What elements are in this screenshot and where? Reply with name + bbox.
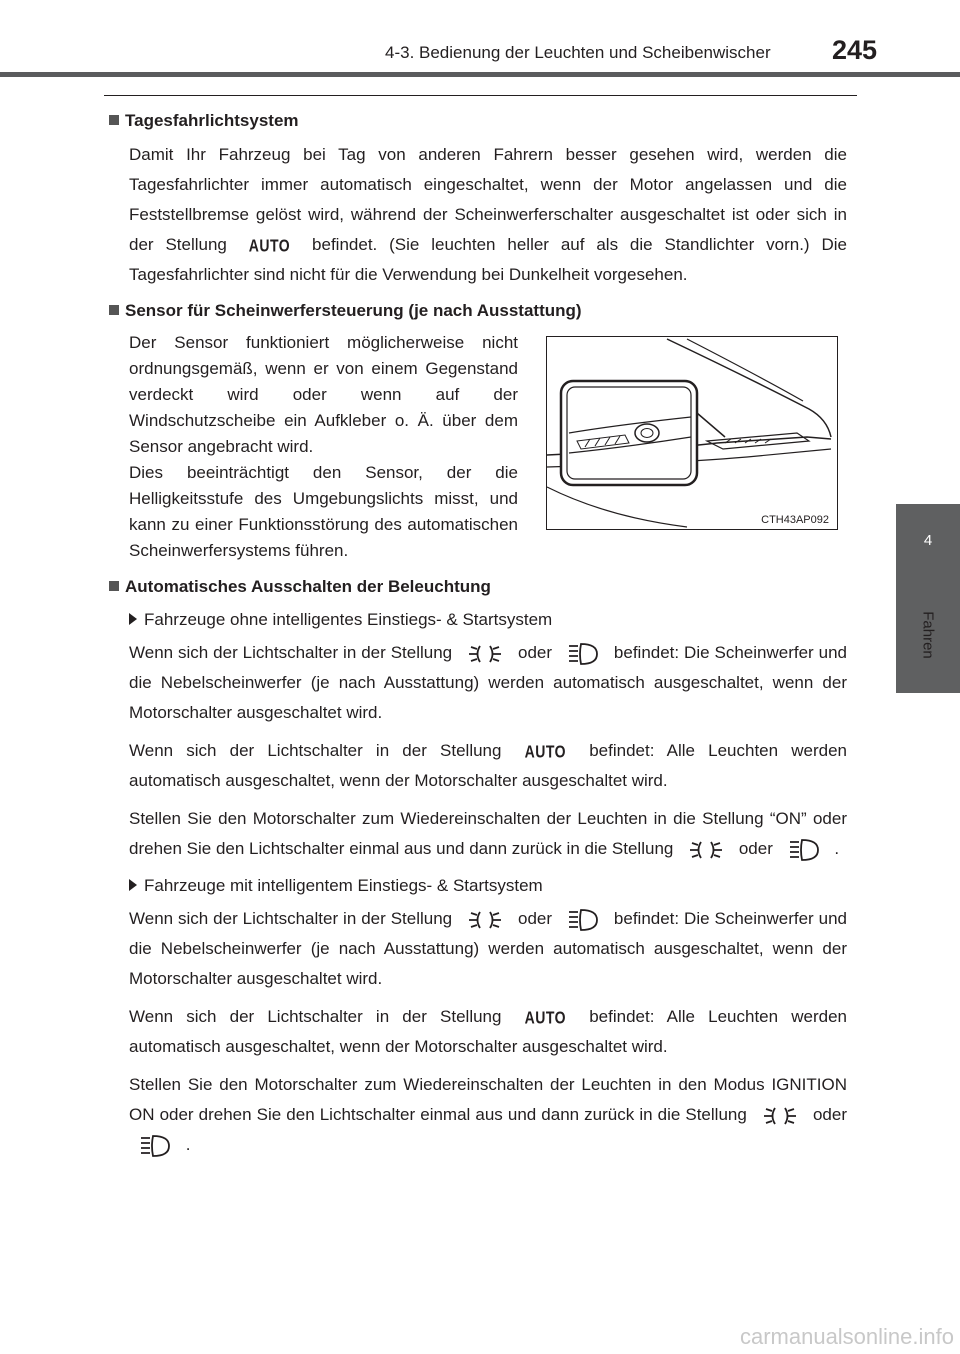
group1-auto-paragraph: Wenn sich der Lichtschalter in der Stellung AUTO befindet: Alle Leuchten werden automatisch ausgeschaltet, wenn der Motorschalter ausgeschaltet wird. bbox=[129, 736, 847, 796]
auto-switch-icon: AUTO bbox=[248, 235, 291, 255]
tail-light-icon bbox=[688, 839, 724, 861]
content-divider bbox=[104, 95, 857, 96]
chapter-title: 4-3. Bedienung der Leuchten und Scheibenwischer bbox=[385, 43, 771, 62]
sensor-text: Der Sensor funktioniert möglicherweise nicht ordnungsgemäß, wenn er von einem Gegenstand verdeckt wird oder wenn auf der Windschutzscheibe ein Aufkleber o. Ä. über dem Sensor angebracht wird. Dies beeinträchtigt den Sensor, der die Helligkeitsstufe des Umgebungslichts misst, und kann zu einer Funktionsstörung des automatischen Scheinwerfersystems führen. bbox=[129, 333, 518, 560]
section-heading-sensor: Sensor für Scheinwerfersteuerung (je nach Ausstattung) bbox=[109, 298, 847, 324]
chapter-label-text: Fahren bbox=[919, 611, 937, 659]
arrow-bullet-icon bbox=[129, 879, 137, 891]
tail-light-icon bbox=[467, 909, 503, 931]
auto-switch-icon: AUTO bbox=[524, 741, 567, 761]
auto-switch-icon: AUTO bbox=[524, 1007, 567, 1027]
dashboard-sensor-drawing bbox=[547, 337, 837, 529]
group2-headlight-paragraph: Wenn sich der Lichtschalter in der Stellung oder befindet: Die Scheinwerfer und die Nebelscheinwerfer (je nach Ausstattung) werden automatisch ausgeschaltet, wenn der Motorschalter ausgeschaltet wird. bbox=[129, 909, 847, 988]
sensor-block bbox=[129, 330, 847, 564]
page-number: 245 bbox=[832, 35, 878, 65]
square-bullet-icon bbox=[109, 305, 119, 315]
vehicle-group-with-smart-key: Fahrzeuge mit intelligentem Einstiegs- & Startsystem bbox=[129, 872, 847, 900]
header-divider bbox=[0, 72, 960, 77]
sensor-illustration bbox=[546, 336, 838, 530]
tail-light-icon bbox=[467, 643, 503, 665]
section-heading-auto-off: Automatisches Ausschalten der Beleuchtung bbox=[109, 574, 847, 600]
group1-restore-paragraph: Stellen Sie den Motorschalter zum Wiedereinschalten der Leuchten in die Stellung “ON” oder drehen Sie den Lichtschalter einmal aus und dann zurück in die Stellung oder . bbox=[129, 804, 847, 864]
headlight-icon bbox=[788, 838, 820, 862]
square-bullet-icon bbox=[109, 115, 119, 125]
square-bullet-icon bbox=[109, 581, 119, 591]
daytime-paragraph: Damit Ihr Fahrzeug bei Tag von anderen Fahrern besser gesehen wird, werden die Tagesfahrlichter immer automatisch eingeschaltet, wenn der Motor angelassen und die Feststellbremse gelöst wird, während der Scheinwerferschalter ausgeschaltet ist oder sich in der Stellung AUTO befindet. (Sie leuchten heller auf als die Standlichter vorn.) Die Tagesfahrlichter sind nicht für die Verwendung bei Dunkelheit vorgesehen. bbox=[129, 145, 847, 284]
headlight-icon bbox=[567, 908, 599, 932]
figure-code: CTH43AP092 bbox=[761, 514, 829, 526]
watermark: carmanualsonline.info bbox=[739, 1324, 954, 1349]
section-heading-daytime: Tagesfahrlichtsystem bbox=[109, 108, 847, 134]
arrow-bullet-icon bbox=[129, 613, 137, 625]
group1-headlight-paragraph: Wenn sich der Lichtschalter in der Stellung oder befindet: Die Scheinwerfer und die Nebelscheinwerfer (je nach Ausstattung) werden automatisch ausgeschaltet, wenn der Motorschalter ausgeschaltet wird. bbox=[129, 643, 847, 722]
headlight-icon bbox=[139, 1134, 171, 1158]
group2-restore-paragraph: Stellen Sie den Motorschalter zum Wiedereinschalten der Leuchten in den Modus IGNITION ON oder drehen Sie den Lichtschalter einmal aus und dann zurück in die Stellung oder . bbox=[129, 1070, 847, 1160]
tail-light-icon bbox=[762, 1105, 798, 1127]
page-content bbox=[109, 108, 847, 1168]
chapter-number: 4 bbox=[923, 532, 933, 549]
vehicle-group-without-smart-key: Fahrzeuge ohne intelligentes Einstiegs- & Startsystem bbox=[129, 606, 847, 634]
group2-auto-paragraph: Wenn sich der Lichtschalter in der Stellung AUTO befindet: Alle Leuchten werden automatisch ausgeschaltet, wenn der Motorschalter ausgeschaltet wird. bbox=[129, 1002, 847, 1062]
chapter-label bbox=[898, 600, 958, 670]
headlight-icon bbox=[567, 642, 599, 666]
